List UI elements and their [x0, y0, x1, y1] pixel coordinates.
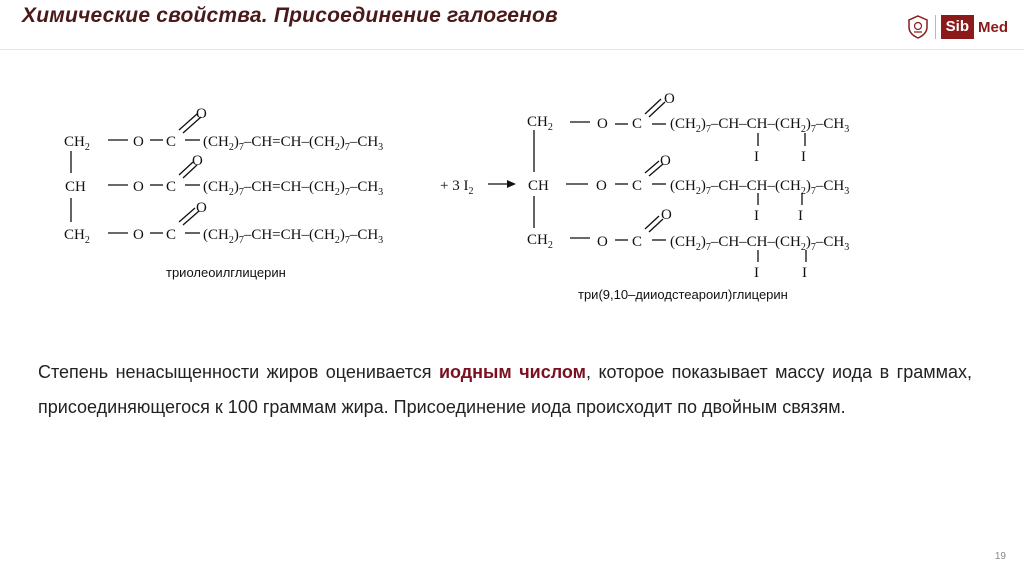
svg-text:O: O — [660, 153, 671, 169]
right-caption: три(9,10–дииодстеароил)глицерин — [578, 287, 788, 302]
svg-text:(CH2)7–CH–CH–(CH2)7–CH3: $(CH_2)_7-CH-CH-(CH_2)_7-CH_3$ — [670, 234, 850, 253]
svg-text:I: I — [754, 265, 759, 281]
svg-text:O: O — [664, 91, 675, 107]
svg-text:(CH2)7–CH=CH–(CH2)7–CH3: $(CH_2)_7-CH=CH-(CH_2)_7-CH_3$ — [203, 227, 384, 246]
slide-title: Химические свойства. Присоединение галогенов — [22, 4, 558, 27]
svg-text:(CH2)7–CH–CH–(CH2)7–CH3: $(CH_2)_7-CH-CH-(CH_2)_7-CH_3$ — [670, 116, 850, 135]
svg-text:CH: CH — [528, 178, 549, 194]
svg-text:O: O — [597, 234, 608, 250]
iodine-number-term: иодным числом — [438, 362, 586, 382]
reagent-label — [440, 178, 473, 197]
svg-text:O: O — [196, 200, 207, 216]
svg-text:O: O — [133, 134, 144, 150]
svg-text:CH2: $CH_2$ — [64, 134, 90, 153]
logo-med: Med — [978, 18, 1008, 36]
svg-text:C: C — [166, 179, 177, 195]
svg-text:I: I — [802, 265, 807, 281]
reaction-arrow — [488, 180, 516, 188]
svg-text:O: O — [192, 153, 203, 169]
svg-text:I: I — [754, 208, 759, 224]
svg-text:O: O — [597, 116, 608, 132]
svg-text:(CH2)7–CH=CH–(CH2)7–CH3: $(CH_2)_7-CH=CH-(CH_2)_7-CH_3$ — [203, 179, 384, 198]
svg-text:O: O — [196, 106, 207, 122]
svg-text:C: C — [166, 134, 177, 150]
svg-text:CH2: $CH_2$ — [64, 227, 90, 246]
svg-text:CH2: $CH_2$ — [527, 114, 553, 133]
page-number: 19 — [994, 551, 1006, 562]
triolein-formula — [64, 106, 383, 246]
svg-text:O: O — [133, 227, 144, 243]
logo-sib: Sib — [941, 15, 974, 39]
svg-text:C: C — [632, 178, 643, 194]
svg-text:I: I — [801, 149, 806, 165]
svg-text:CH: CH — [65, 179, 86, 195]
svg-text:C: C — [632, 116, 643, 132]
svg-text:O: O — [133, 179, 144, 195]
diiodostearoyl-formula — [527, 91, 849, 281]
paragraph-text-end: , которое показывает массу иода в граммах, присоединяющегося к 100 граммам жира. Присоединение иода происходит по двойным связям. — [38, 362, 972, 417]
svg-text:C: C — [632, 234, 643, 250]
reagent-text: + 3 I — [440, 178, 469, 194]
left-caption: триолеоилглицерин — [166, 265, 286, 280]
reagent-subscript: 2 — [468, 186, 474, 197]
svg-text:O: O — [661, 207, 672, 223]
svg-text:I: I — [754, 149, 759, 165]
svg-text:(CH2)7–CH=CH–(CH2)7–CH3: $(CH_2)_7-CH=CH-(CH_2)_7-CH_3$ — [203, 134, 384, 153]
svg-text:CH2: $CH_2$ — [527, 232, 553, 251]
paragraph-text-start: Степень ненасыщенности жиров оценивается — [38, 362, 439, 382]
svg-text:(CH2)7–CH–CH–(CH2)7–CH3: $(CH_2)_7-CH-CH-(CH_2)_7-CH_3$ — [670, 178, 850, 197]
svg-text:C: C — [166, 227, 177, 243]
svg-text:O: O — [596, 178, 607, 194]
svg-text:I: I — [798, 208, 803, 224]
iodine-number-paragraph — [38, 355, 972, 424]
